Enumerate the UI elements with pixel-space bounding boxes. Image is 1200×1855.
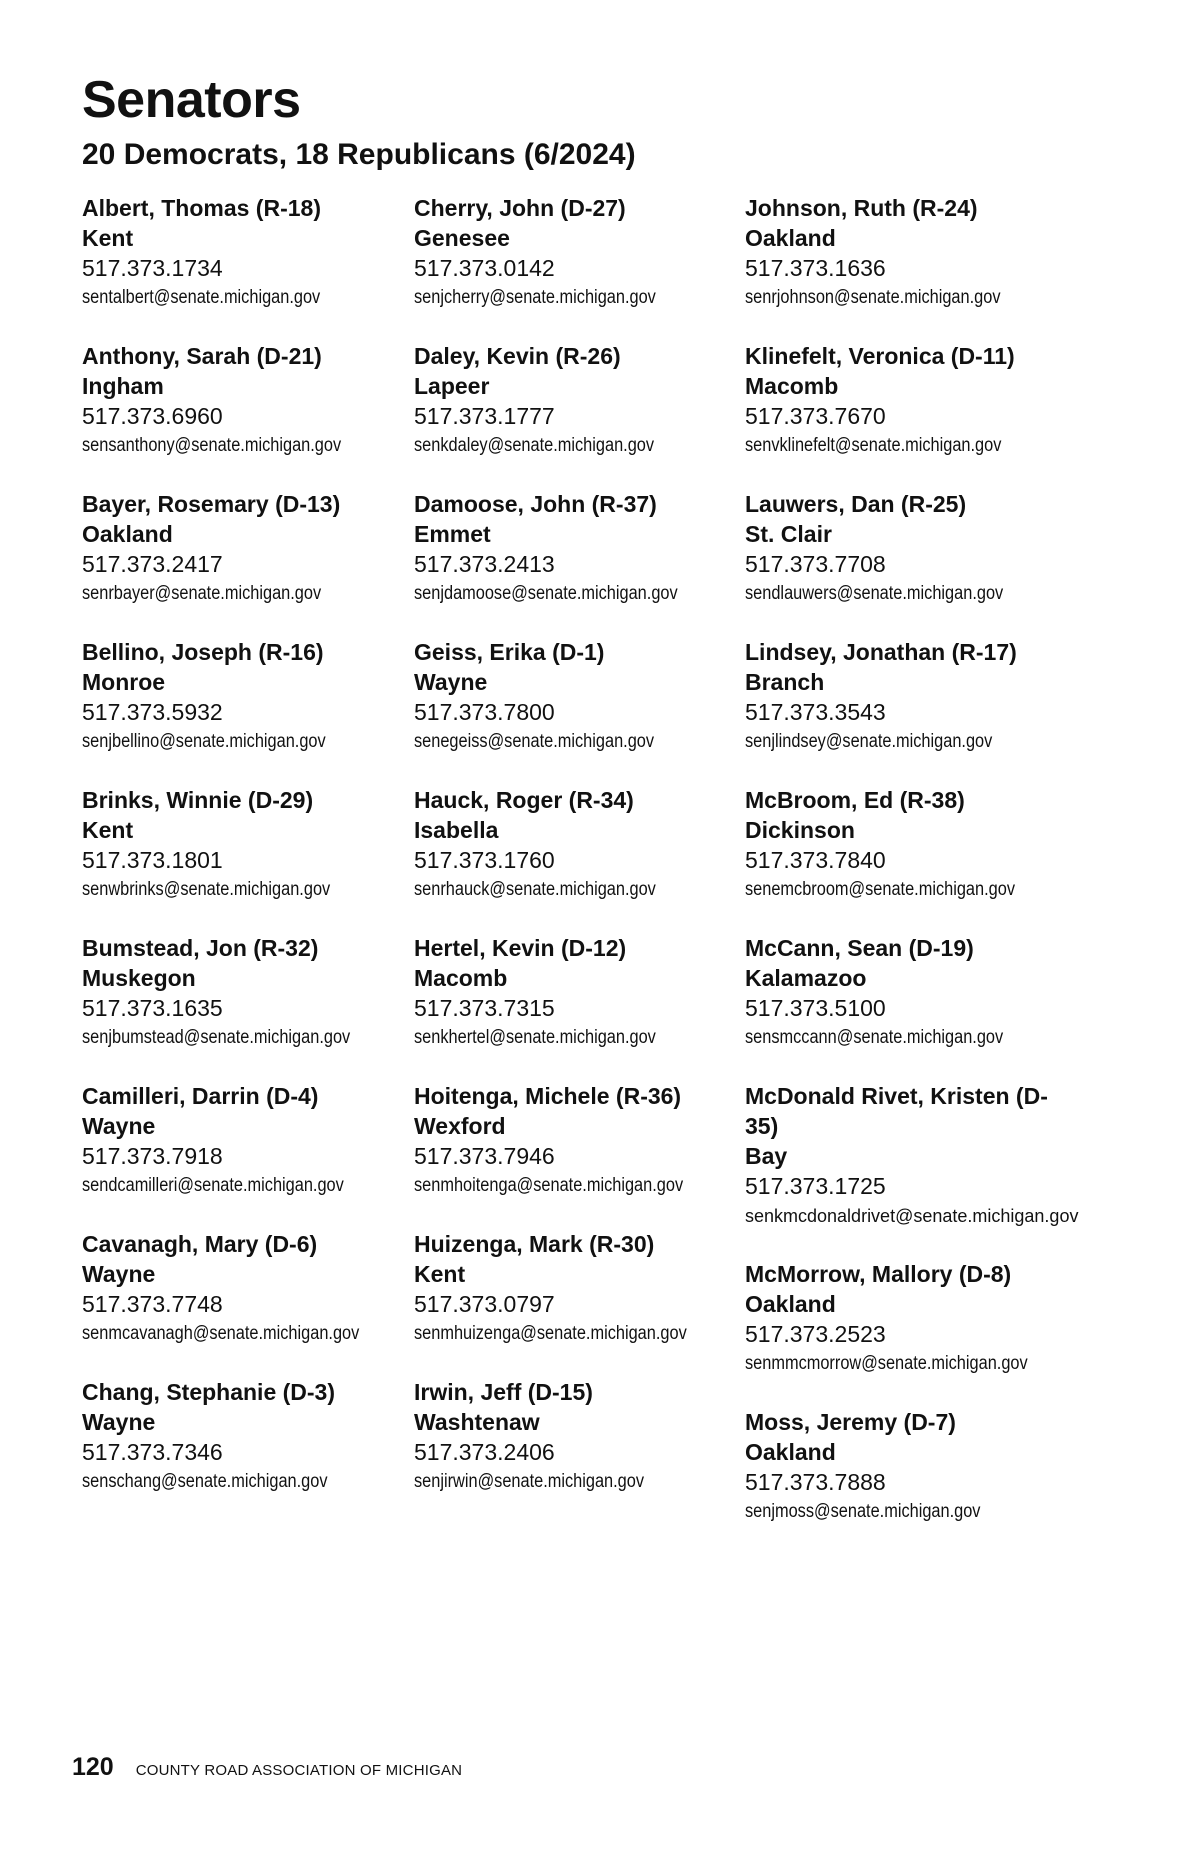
senator-county: Emmet (414, 521, 491, 547)
senator-county: Macomb (414, 965, 508, 991)
senator-name: McDonald Rivet, Kristen (D-35) (745, 1083, 1048, 1139)
senator-county: Macomb (745, 373, 839, 399)
senator-county: Wexford (414, 1113, 506, 1139)
senator-email[interactable]: senkhertel@senate.michigan.gov (414, 1027, 656, 1048)
senator-phone: 517.373.7748 (82, 1291, 223, 1317)
senator-phone: 517.373.7708 (745, 551, 886, 577)
senator-phone: 517.373.1760 (414, 847, 555, 873)
senator-phone: 517.373.0142 (414, 255, 555, 281)
senator-email[interactable]: senjlindsey@senate.michigan.gov (745, 731, 993, 752)
senator-phone: 517.373.1636 (745, 255, 886, 281)
senator-entry (414, 785, 744, 905)
senator-county: Oakland (82, 521, 173, 547)
senator-phone: 517.373.5100 (745, 995, 886, 1021)
senator-county: Monroe (82, 669, 166, 695)
senator-county: Oakland (745, 225, 836, 251)
senator-county: Bay (745, 1143, 788, 1169)
senator-entry (745, 785, 1075, 905)
senator-county: Oakland (745, 1439, 836, 1465)
senator-entry (414, 1377, 744, 1497)
senator-name: Cavanagh, Mary (D-6) (82, 1231, 318, 1257)
senator-name: Daley, Kevin (R-26) (414, 343, 621, 369)
senator-county: Lapeer (414, 373, 490, 399)
senator-name: Huizenga, Mark (R-30) (414, 1231, 655, 1257)
senator-email[interactable]: senjdamoose@senate.michigan.gov (414, 583, 678, 604)
senator-phone: 517.373.7888 (745, 1469, 886, 1495)
senator-email[interactable]: senjbellino@senate.michigan.gov (82, 731, 326, 752)
senator-name: Hoitenga, Michele (R-36) (414, 1083, 682, 1109)
senator-phone: 517.373.2523 (745, 1321, 886, 1347)
senator-email[interactable]: senjirwin@senate.michigan.gov (414, 1471, 645, 1492)
senator-phone: 517.373.6960 (82, 403, 223, 429)
senator-county: Isabella (414, 817, 499, 843)
senator-email[interactable]: senmhuizenga@senate.michigan.gov (414, 1323, 687, 1344)
directory-column-2 (414, 193, 744, 1525)
senator-email[interactable]: senschang@senate.michigan.gov (82, 1471, 328, 1492)
senator-email[interactable]: senrbayer@senate.michigan.gov (82, 583, 322, 604)
senator-name: Hertel, Kevin (D-12) (414, 935, 627, 961)
senator-name: Damoose, John (R-37) (414, 491, 657, 517)
senator-name: Moss, Jeremy (D-7) (745, 1409, 956, 1435)
senator-entry (82, 1377, 412, 1497)
senator-phone: 517.373.3543 (745, 699, 886, 725)
senator-email[interactable]: senkmcdonaldrivet@senate.michigan.gov (745, 1206, 1079, 1226)
senator-entry (745, 489, 1075, 609)
senator-entry (745, 1081, 1079, 1231)
senator-phone: 517.373.2413 (414, 551, 555, 577)
senator-phone: 517.373.0797 (414, 1291, 555, 1317)
senator-county: Kent (82, 817, 134, 843)
senator-phone: 517.373.1734 (82, 255, 223, 281)
senator-entry (745, 341, 1075, 461)
senator-county: Branch (745, 669, 825, 695)
senator-phone: 517.373.1801 (82, 847, 223, 873)
directory-column-3 (745, 193, 1079, 1555)
page-footer (72, 1753, 462, 1782)
senator-entry (414, 489, 744, 609)
senator-county: Wayne (414, 669, 488, 695)
senator-name: McMorrow, Mallory (D-8) (745, 1261, 1012, 1287)
senator-email[interactable]: senjmoss@senate.michigan.gov (745, 1501, 981, 1522)
page-title: Senators (82, 71, 301, 129)
senator-county: Kalamazoo (745, 965, 867, 991)
senator-phone: 517.373.1725 (745, 1173, 886, 1199)
senator-email[interactable]: senrhauck@senate.michigan.gov (414, 879, 656, 900)
senator-name: Bumstead, Jon (R-32) (82, 935, 319, 961)
senator-phone: 517.373.7315 (414, 995, 555, 1021)
directory-column-1 (82, 193, 412, 1525)
senator-entry (82, 193, 412, 313)
senator-county: Muskegon (82, 965, 196, 991)
senator-entry (745, 193, 1075, 313)
senator-email[interactable]: senrjohnson@senate.michigan.gov (745, 287, 1001, 308)
senator-county: Oakland (745, 1291, 836, 1317)
senator-entry (82, 341, 412, 461)
senator-phone: 517.373.7670 (745, 403, 886, 429)
senator-county: Ingham (82, 373, 164, 399)
senator-entry (414, 1081, 744, 1201)
senator-name: McBroom, Ed (R-38) (745, 787, 965, 813)
senator-email[interactable]: sensmccann@senate.michigan.gov (745, 1027, 1004, 1048)
senator-email[interactable]: sendcamilleri@senate.michigan.gov (82, 1175, 344, 1196)
senator-name: Bayer, Rosemary (D-13) (82, 491, 341, 517)
page-number: 120 (72, 1753, 114, 1781)
senator-name: Cherry, John (D-27) (414, 195, 626, 221)
senator-name: McCann, Sean (D-19) (745, 935, 974, 961)
page-subtitle: 20 Democrats, 18 Republicans (6/2024) (82, 138, 636, 171)
senator-email[interactable]: senjbumstead@senate.michigan.gov (82, 1027, 351, 1048)
footer-publication-name: COUNTY ROAD ASSOCIATION OF MICHIGAN (135, 1762, 463, 1779)
senator-entry (82, 933, 412, 1053)
senator-entry (414, 193, 744, 313)
senator-county: Kent (82, 225, 134, 251)
senator-name: Klinefelt, Veronica (D-11) (745, 343, 1015, 369)
senator-entry (82, 489, 412, 609)
senator-name: Brinks, Winnie (D-29) (82, 787, 314, 813)
senator-name: Anthony, Sarah (D-21) (82, 343, 322, 369)
senator-entry (414, 637, 744, 757)
senator-phone: 517.373.7840 (745, 847, 886, 873)
senator-phone: 517.373.1777 (414, 403, 555, 429)
senator-email[interactable]: sendlauwers@senate.michigan.gov (745, 583, 1004, 604)
senator-email[interactable]: senegeiss@senate.michigan.gov (414, 731, 655, 752)
senator-phone: 517.373.7946 (414, 1143, 555, 1169)
senator-entry (82, 1229, 412, 1349)
senator-name: Camilleri, Darrin (D-4) (82, 1083, 319, 1109)
senator-phone: 517.373.2417 (82, 551, 223, 577)
senator-email[interactable]: sentalbert@senate.michigan.gov (82, 287, 321, 308)
senator-county: Dickinson (745, 817, 855, 843)
senator-county: Genesee (414, 225, 510, 251)
senator-name: Hauck, Roger (R-34) (414, 787, 634, 813)
senator-phone: 517.373.2406 (414, 1439, 555, 1465)
senator-entry (82, 785, 412, 905)
senator-phone: 517.373.7918 (82, 1143, 223, 1169)
senator-name: Irwin, Jeff (D-15) (414, 1379, 593, 1405)
senator-name: Geiss, Erika (D-1) (414, 639, 605, 665)
senator-name: Lindsey, Jonathan (R-17) (745, 639, 1017, 665)
senator-county: Kent (414, 1261, 466, 1287)
senator-entry (82, 1081, 412, 1201)
senator-entry (82, 637, 412, 757)
senator-phone: 517.373.7346 (82, 1439, 223, 1465)
senator-entry (745, 637, 1075, 757)
senator-name: Chang, Stephanie (D-3) (82, 1379, 336, 1405)
senator-county: Wayne (82, 1261, 156, 1287)
senator-email[interactable]: senjcherry@senate.michigan.gov (414, 287, 656, 308)
senator-phone: 517.373.7800 (414, 699, 555, 725)
senator-county: Wayne (82, 1409, 156, 1435)
senator-phone: 517.373.1635 (82, 995, 223, 1021)
senator-email[interactable]: sensanthony@senate.michigan.gov (82, 435, 342, 456)
senator-email[interactable]: senvklinefelt@senate.michigan.gov (745, 435, 1002, 456)
senator-entry (414, 341, 744, 461)
senator-email[interactable]: senwbrinks@senate.michigan.gov (82, 879, 331, 900)
senator-directory (82, 193, 1082, 1593)
senator-email[interactable]: senmhoitenga@senate.michigan.gov (414, 1175, 684, 1196)
senator-entry (745, 933, 1075, 1053)
senator-email[interactable]: senmcavanagh@senate.michigan.gov (82, 1323, 360, 1344)
senator-entry (745, 1407, 1075, 1527)
senator-county: Wayne (82, 1113, 156, 1139)
senator-email[interactable]: senmmcmorrow@senate.michigan.gov (745, 1353, 1028, 1374)
senator-phone: 517.373.5932 (82, 699, 223, 725)
senator-email[interactable]: senemcbroom@senate.michigan.gov (745, 879, 1015, 900)
senator-entry (745, 1259, 1075, 1379)
senator-name: Bellino, Joseph (R-16) (82, 639, 324, 665)
senator-county: Washtenaw (414, 1409, 540, 1435)
senator-entry (414, 933, 744, 1053)
senator-name: Johnson, Ruth (R-24) (745, 195, 978, 221)
senator-county: St. Clair (745, 521, 832, 547)
senator-name: Albert, Thomas (R-18) (82, 195, 321, 221)
senator-entry (414, 1229, 744, 1349)
senator-email[interactable]: senkdaley@senate.michigan.gov (414, 435, 655, 456)
senator-name: Lauwers, Dan (R-25) (745, 491, 967, 517)
